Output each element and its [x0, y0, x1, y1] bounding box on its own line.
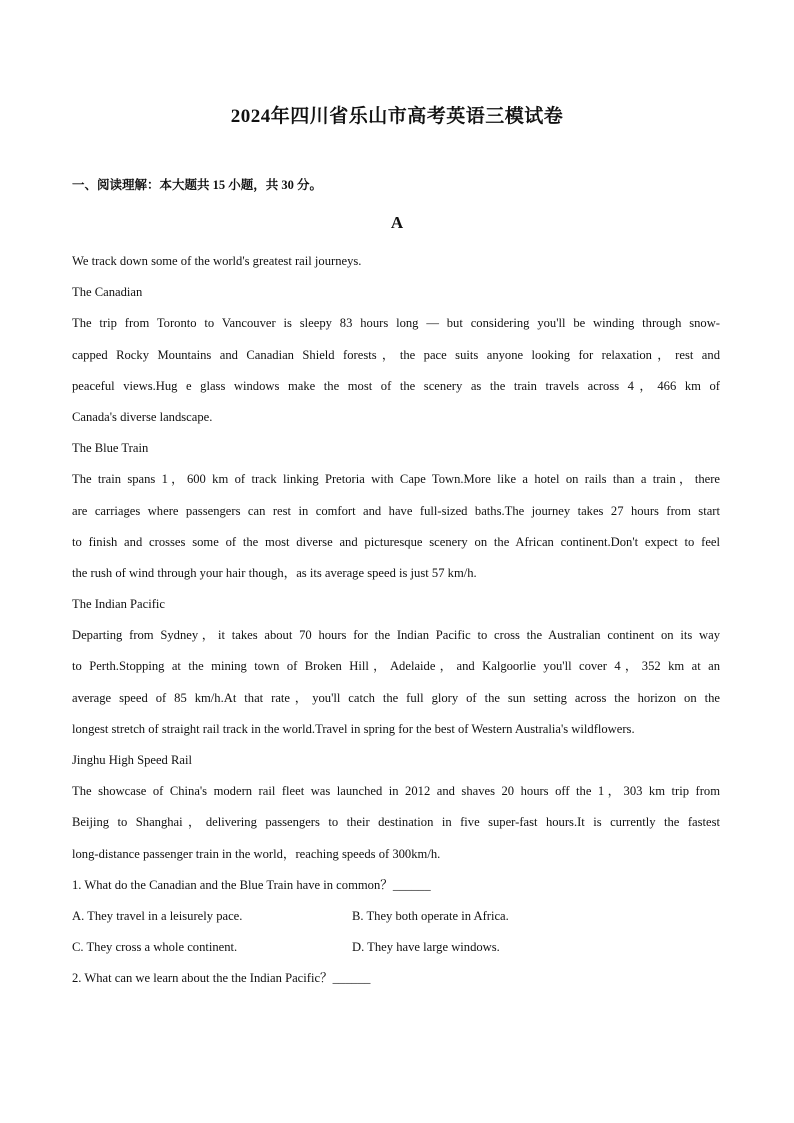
question-1-stem: 1. What do the Canadian and the Blue Train have in common？______: [72, 877, 431, 892]
paragraph-line: long-distance passenger train in the world，reaching speeds of 300km/h.: [72, 846, 441, 861]
paragraph-line: Beijing to Shanghai，delivering passengers to their destination in five super-fast hours.It is currently the fastest: [72, 815, 720, 830]
subheading-canadian: The Canadian: [72, 285, 143, 300]
paragraph-line: peaceful views.Hug e glass windows make the most of the scenery as the train travels across 4，466 km of: [72, 378, 720, 393]
option-d: D. They have large windows.: [352, 940, 500, 955]
paragraph-line: capped Rocky Mountains and Canadian Shield forests，the pace suits anyone looking for relaxation，rest and: [72, 347, 720, 362]
paragraph-line: the rush of wind through your hair though，as its average speed is just 57 km/h.: [72, 565, 477, 580]
subheading-indian-pacific: The Indian Pacific: [72, 597, 166, 612]
subheading-blue-train: The Blue Train: [72, 441, 149, 456]
question-1-options-row-2: [72, 932, 720, 963]
paragraph-line: The train spans 1，600 km of track linking Pretoria with Cape Town.More like a hotel on rails than a train，there: [72, 472, 720, 487]
section-heading: 一、阅读理解：本大题共 15 小题，共 30 分。: [72, 178, 323, 192]
paragraph-line: longest stretch of straight rail track in the world.Travel in spring for the best of Western Australia's wildflowers.: [72, 721, 635, 736]
intro-line: We track down some of the world's greatest rail journeys.: [72, 254, 362, 268]
question-2-stem: 2. What can we learn about the the Indian Pacific？______: [72, 971, 371, 986]
option-b: B. They both operate in Africa.: [352, 908, 509, 923]
paragraph-line: Departing from Sydney，it takes about 70 hours for the Indian Pacific to cross the Australian continent on its way: [72, 628, 720, 643]
passage-body: [72, 246, 720, 995]
question-1-options-row-1: [72, 901, 720, 932]
option-c: C. They cross a whole continent.: [72, 940, 238, 955]
paragraph-line: to finish and crosses some of the most diverse and picturesque scenery on the African continent.Don't expect to feel: [72, 534, 720, 549]
paragraph-line: The showcase of China's modern rail fleet was launched in 2012 and shaves 20 hours off the 1，303 km trip from: [72, 784, 720, 799]
paragraph-line: are carriages where passengers can rest in comfort and have full-sized baths.The journey takes 27 hours from start: [72, 503, 720, 518]
passage-label: A: [390, 213, 404, 232]
page-title: 2024年四川省乐山市高考英语三模试卷: [230, 106, 564, 127]
subheading-jinghu: Jinghu High Speed Rail: [72, 753, 192, 767]
paragraph-line: to Perth.Stopping at the mining town of Broken Hill，Adelaide，and Kalgoorlie you'll cover 4，352 km at an: [72, 659, 720, 674]
option-a: A. They travel in a leisurely pace.: [72, 908, 243, 923]
paragraph-line: average speed of 85 km/h.At that rate，you'll catch the full glory of the sun setting across the horizon on the: [72, 690, 720, 705]
paragraph-line: Canada's diverse landscape.: [72, 409, 213, 424]
paragraph-line: The trip from Toronto to Vancouver is sleepy 83 hours long — but considering you'll be winding through snow-: [72, 316, 720, 331]
